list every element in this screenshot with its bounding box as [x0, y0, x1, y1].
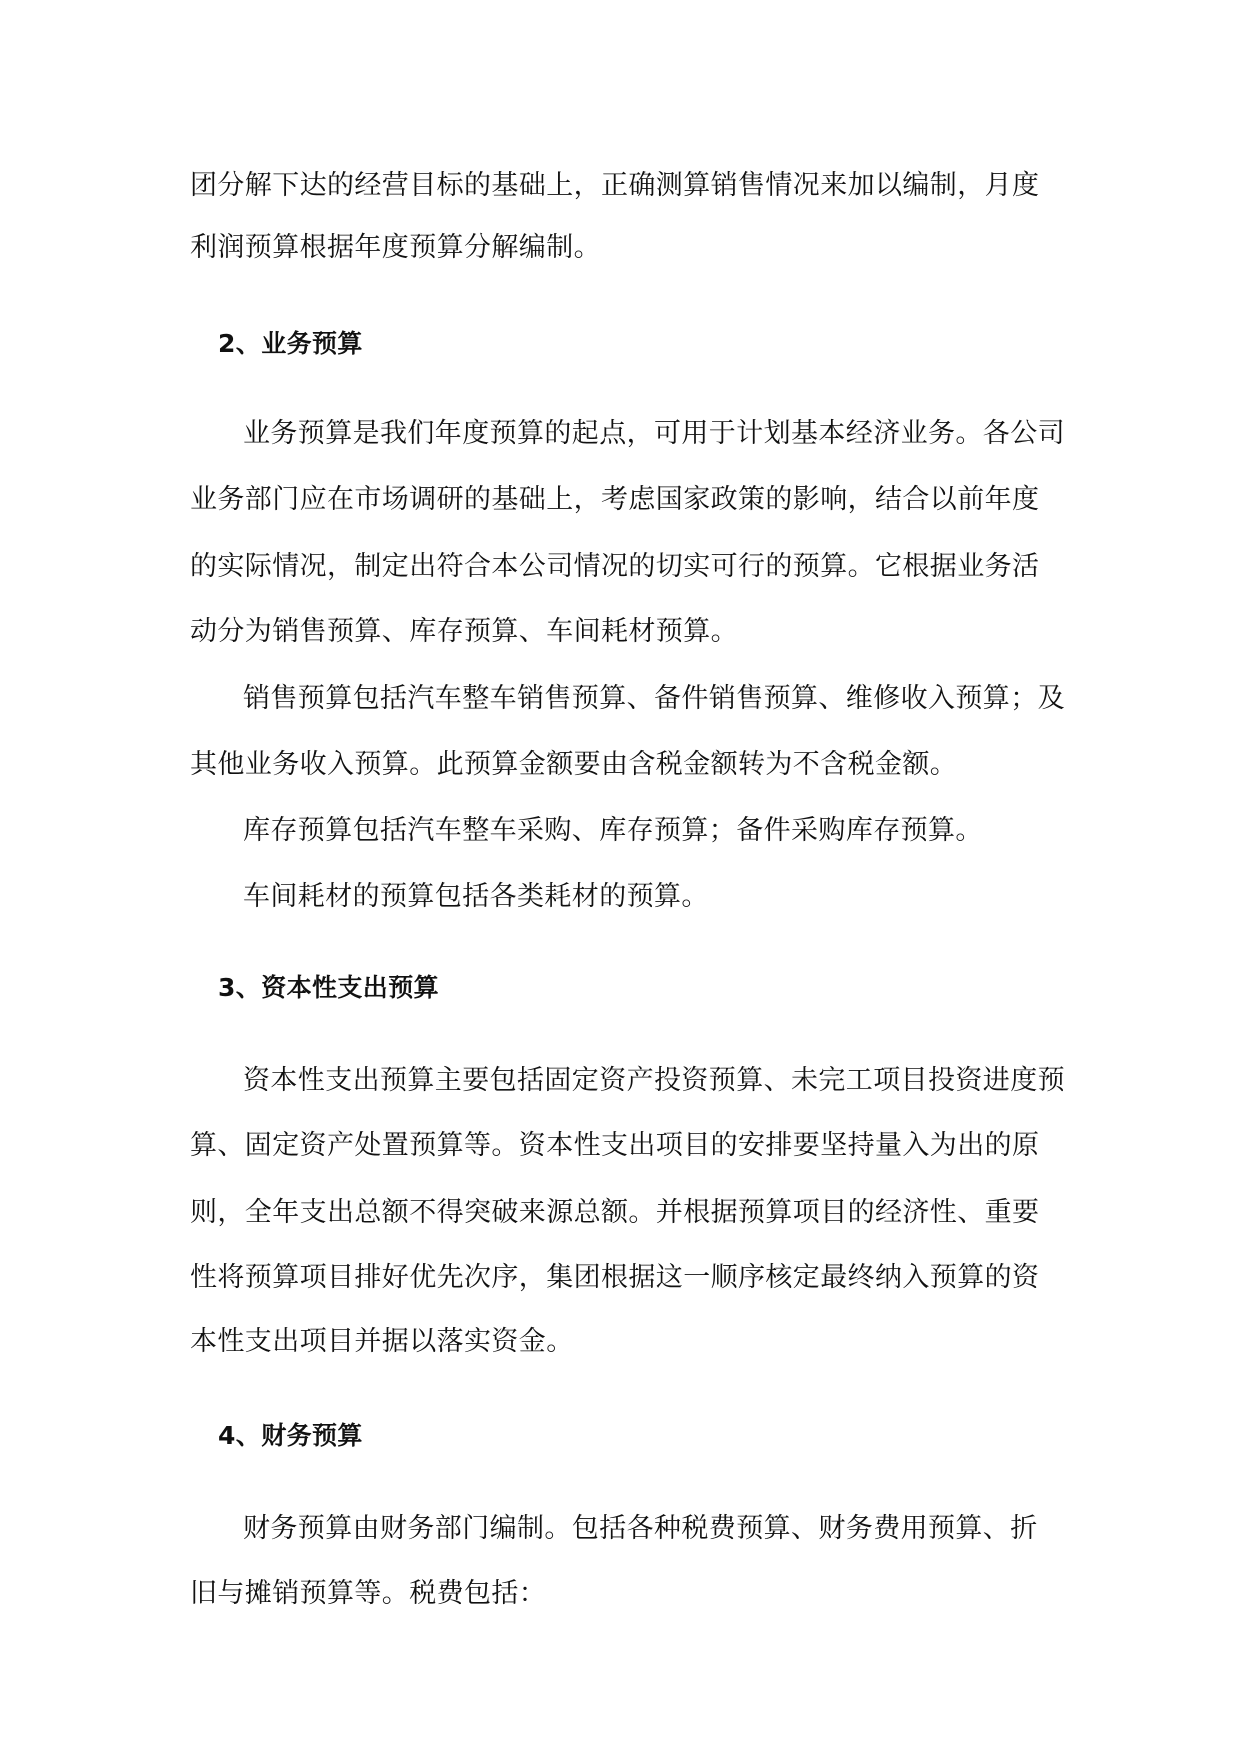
paragraph-line: 性将预算项目排好优先次序，集团根据这一顺序核定最终纳入预算的资 — [190, 1262, 1040, 1293]
paragraph-line: 本性支出项目并据以落实资金。 — [190, 1326, 574, 1357]
section-heading: 2、业务预算 — [218, 329, 363, 358]
paragraph-line: 算、固定资产处置预算等。资本性支出项目的安排要坚持量入为出的原 — [190, 1130, 1040, 1161]
paragraph-line: 动分为销售预算、库存预算、车间耗材预算。 — [190, 616, 738, 647]
paragraph-line: 销售预算包括汽车整车销售预算、备件销售预算、维修收入预算；及 — [243, 683, 1065, 714]
section-heading: 3、资本性支出预算 — [218, 973, 439, 1002]
paragraph-line: 车间耗材的预算包括各类耗材的预算。 — [243, 881, 709, 912]
paragraph-line: 资本性支出预算主要包括固定资产投资预算、未完工项目投资进度预 — [243, 1065, 1065, 1096]
paragraph-line: 利润预算根据年度预算分解编制。 — [190, 232, 601, 263]
paragraph-line: 旧与摊销预算等。税费包括： — [190, 1578, 547, 1609]
paragraph-line: 业务预算是我们年度预算的起点，可用于计划基本经济业务。各公司 — [243, 418, 1065, 449]
paragraph-line: 其他业务收入预算。此预算金额要由含税金额转为不含税金额。 — [190, 749, 958, 780]
section-heading: 4、财务预算 — [218, 1421, 363, 1450]
paragraph-line: 的实际情况，制定出符合本公司情况的切实可行的预算。它根据业务活 — [190, 551, 1040, 582]
paragraph-line: 业务部门应在市场调研的基础上，考虑国家政策的影响，结合以前年度 — [190, 484, 1040, 515]
paragraph-line: 则，全年支出总额不得突破来源总额。并根据预算项目的经济性、重要 — [190, 1197, 1040, 1228]
paragraph-line: 库存预算包括汽车整车采购、库存预算；备件采购库存预算。 — [243, 815, 983, 846]
paragraph-line: 团分解下达的经营目标的基础上，正确测算销售情况来加以编制，月度 — [190, 170, 1040, 201]
paragraph-line: 财务预算由财务部门编制。包括各种税费预算、财务费用预算、折 — [243, 1513, 1038, 1544]
